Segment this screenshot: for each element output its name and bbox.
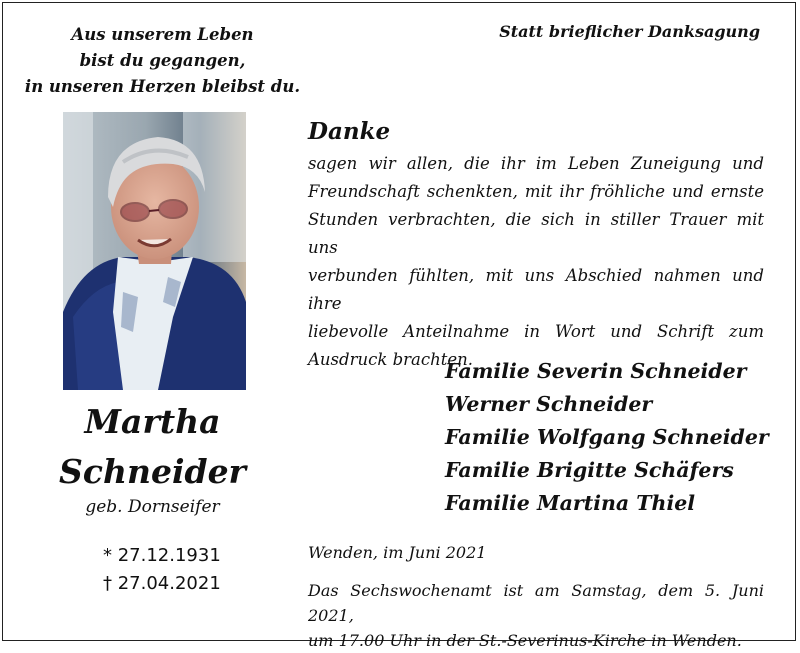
- birth-date: * 27.12.1931: [103, 545, 221, 566]
- motto-verse: [20, 22, 305, 100]
- motto-line: bist du gegangen,: [79, 51, 246, 70]
- death-date: † 27.04.2021: [103, 573, 221, 594]
- place-date: Wenden, im Juni 2021: [308, 543, 487, 562]
- family-name: Familie Martina Thiel: [445, 491, 696, 515]
- thanks-line: liebevolle Anteilnahme in Wort und Schrift zum: [308, 322, 764, 341]
- portrait-photo: [63, 112, 246, 390]
- mass-notice: [308, 578, 764, 653]
- deceased-first-name: Martha: [84, 402, 221, 441]
- motto-line: in unseren Herzen bleibst du.: [24, 77, 301, 96]
- mass-line: um 17.00 Uhr in der St.-Severinus-Kirche in Wenden.: [308, 631, 742, 650]
- portrait-photo-image: [63, 112, 246, 390]
- family-name: Familie Wolfgang Schneider: [445, 425, 769, 449]
- thanks-title: Danke: [308, 118, 391, 145]
- thanks-line: Freundschaft schenkten, mit ihr fröhliche und ernste: [308, 182, 764, 201]
- deceased-last-name: Schneider: [59, 452, 246, 491]
- thanks-line: Ausdruck brachten.: [308, 350, 473, 369]
- thanks-line: sagen wir allen, die ihr im Leben Zuneigung und: [308, 154, 764, 173]
- family-name: Werner Schneider: [445, 392, 653, 416]
- family-name: Familie Brigitte Schäfers: [445, 458, 734, 482]
- family-list: [445, 355, 769, 520]
- birth-name: geb. Dornseifer: [85, 497, 220, 517]
- thanks-line: Stunden verbrachten, die sich in stiller Trauer mit uns: [308, 210, 764, 257]
- motto-line: Aus unserem Leben: [71, 25, 254, 44]
- header-right: Statt brieflicher Danksagung: [499, 22, 760, 41]
- thanks-line: verbunden fühlten, mit uns Abschied nahmen und ihre: [308, 266, 764, 313]
- thanks-text: [308, 150, 764, 374]
- family-name: Familie Severin Schneider: [445, 359, 747, 383]
- mass-line: Das Sechswochenamt ist am Samstag, dem 5. Juni 2021,: [308, 581, 764, 625]
